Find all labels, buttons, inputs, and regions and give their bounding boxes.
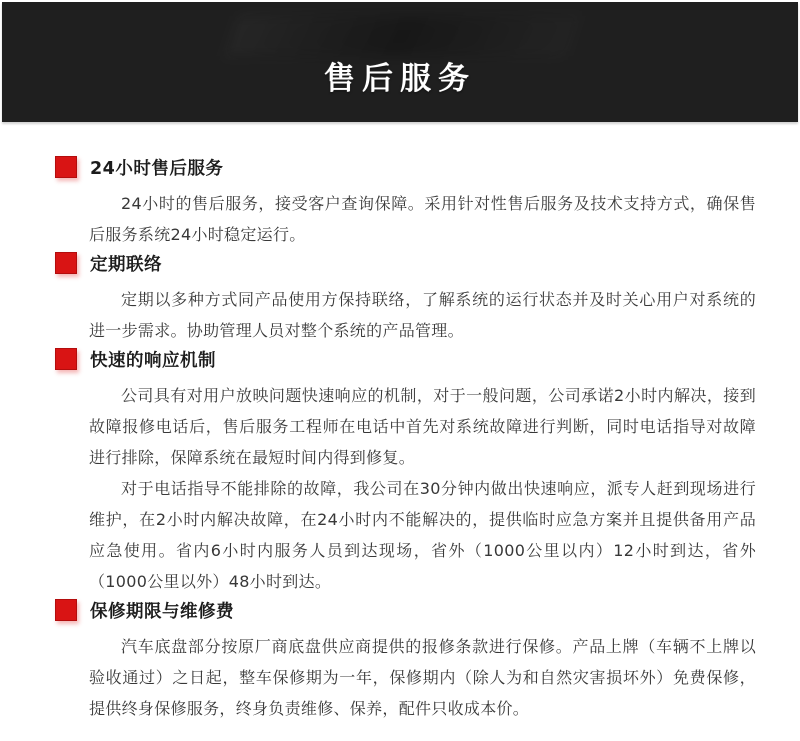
section-paragraph: 24小时的售后服务，接受客户查询保障。采用针对性售后服务及技术支持方式，确保售后服务系统24小时稳定运行。	[89, 194, 756, 244]
section-paragraph: 公司具有对用户放映问题快速响应的机制，对于一般问题，公司承诺2小时内解决，接到故障报修电话后，售后服务工程师在电话中首先对系统故障进行判断，同时电话指导对故障进行排除，保障系统在最短时间内得到修复。	[89, 386, 756, 467]
section-24h-service	[55, 154, 756, 250]
red-square-bullet-icon	[55, 599, 77, 621]
page-header-banner	[2, 2, 798, 122]
section-fast-response	[55, 346, 756, 597]
section-heading-row	[55, 250, 756, 276]
section-regular-contact	[55, 250, 756, 346]
section-paragraph: 对于电话指导不能排除的故障，我公司在30分钟内做出快速响应，派专人赶到现场进行维护，在2小时内解决故障，在24小时内不能解决的，提供临时应急方案并且提供备用产品应急使用。省内6小时内服务人员到达现场，省外（1000公里以内）12小时到达，省外（1000公里以外）48小时到达。	[89, 479, 756, 591]
section-heading-row	[55, 346, 756, 372]
red-square-bullet-icon	[55, 348, 77, 370]
section-heading-row	[55, 154, 756, 180]
section-heading: 保修期限与维修费	[90, 601, 234, 622]
page-title: 售后服务	[324, 60, 476, 97]
section-paragraph: 汽车底盘部分按原厂商底盘供应商提供的报修条款进行保修。产品上牌（车辆不上牌以验收通过）之日起，整车保修期为一年，保修期内（除人为和自然灾害损坏外）免费保修，提供终身保修服务，终身负责维修、保养，配件只收成本价。	[89, 637, 756, 718]
red-square-bullet-icon	[55, 156, 77, 178]
section-heading: 24小时售后服务	[90, 158, 224, 179]
content-area	[0, 122, 800, 724]
section-warranty	[55, 597, 756, 724]
red-square-bullet-icon	[55, 252, 77, 274]
section-heading: 定期联络	[90, 254, 162, 275]
section-heading-row	[55, 597, 756, 623]
section-paragraph: 定期以多种方式同产品使用方保持联络，了解系统的运行状态并及时关心用户对系统的进一步需求。协助管理人员对整个系统的产品管理。	[89, 290, 756, 340]
section-heading: 快速的响应机制	[90, 350, 216, 371]
